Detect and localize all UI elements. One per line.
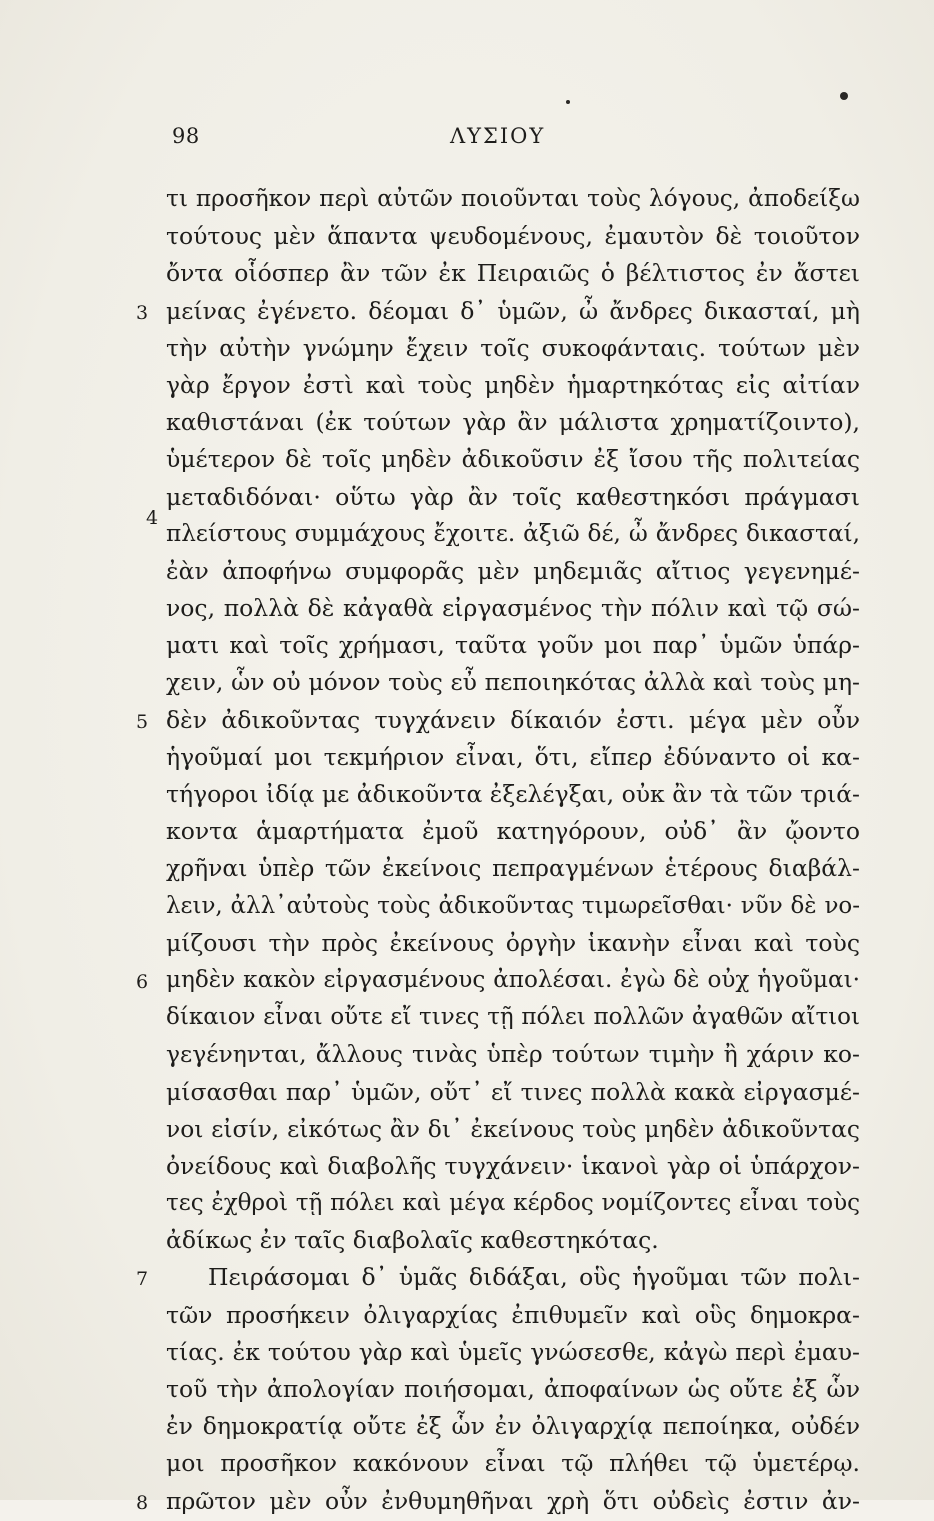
text-line <box>0 368 934 405</box>
text-line <box>0 506 934 554</box>
text-line <box>0 1037 934 1074</box>
text-line <box>0 814 934 851</box>
line-text: ἀδίκως ἐν ταῖς διαβολαῖς καθεστηκότας. <box>166 1226 659 1255</box>
text-line <box>0 591 934 628</box>
line-text: λειν, ἀλλ᾽αὐτοὺς τοὺς ἀδικοῦντας τιμωρεῖσθαι· νῦν δὲ νο- <box>166 892 860 919</box>
text-line <box>0 554 934 591</box>
section-number: 6 <box>136 970 149 993</box>
section-number: 8 <box>136 1491 149 1514</box>
text-line <box>0 665 934 702</box>
line-text: τες ἐχθροὶ τῇ πόλει καὶ μέγα κέρδος νομίζοντες εἶναι τοὺς <box>166 1190 860 1217</box>
line-text: μεταδιδόναι· οὕτω γὰρ ἂν τοῖς καθεστηκόσι πράγμασι <box>166 482 860 511</box>
line-text: τοῦ τὴν ἀπολογίαν ποιήσομαι, ἀποφαίνων ὡς οὔτε ἐξ ὧν <box>166 1375 860 1403</box>
body-text <box>0 182 934 1521</box>
line-text: Πειράσομαι δ᾽ ὑμᾶς διδάξαι, οὓς ἡγοῦμαι τῶν πολι- <box>208 1263 860 1292</box>
line-text: χειν, ὧν οὐ μόνον τοὺς εὖ πεποιηκότας ἀλλὰ καὶ τοὺς μη- <box>166 668 860 697</box>
text-line <box>0 1409 934 1446</box>
running-title: ΛΥΣΙΟΥ <box>450 124 546 148</box>
line-text: μίσασθαι παρ᾽ ὑμῶν, οὔτ᾽ εἴ τινες πολλὰ κακὰ εἰργασμέ- <box>166 1077 860 1106</box>
text-line <box>0 1298 934 1335</box>
line-text: τήγοροι ἰδίᾳ με ἀδικοῦντα ἐξελέγξαι, οὐκ ἂν τὰ τῶν τριά- <box>166 780 860 808</box>
page-number: 98 <box>172 124 200 148</box>
line-text: μοι προσῆκον κακόνουν εἶναι τῷ πλήθει τῷ ὑμετέρῳ. <box>166 1449 860 1478</box>
line-text: μείνας ἐγένετο. δέομαι δ᾽ ὑμῶν, ὦ ἄνδρες δικασταί, μὴ <box>166 296 860 325</box>
text-line <box>0 963 934 1000</box>
text-line <box>0 628 934 665</box>
text-line <box>0 256 934 293</box>
text-line <box>0 1335 934 1372</box>
line-text: πρῶτον μὲν οὖν ἐνθυμηθῆναι χρὴ ὅτι οὐδεὶς ἐστιν ἀν- <box>166 1486 860 1515</box>
text-line <box>0 926 934 963</box>
line-text: πλείστους συμμάχους ἔχοιτε. ἀξιῶ δέ, ὦ ἄνδρες δικασταί, <box>166 519 860 547</box>
ink-speck <box>840 92 848 100</box>
line-text: ὄντα οἷόσπερ ἂν τῶν ἐκ Πειραιῶς ὁ βέλτιστος ἐν ἄστει <box>166 259 860 288</box>
text-line <box>0 1186 934 1223</box>
text-line <box>0 851 934 888</box>
line-text: τούτους μὲν ἅπαντα ψευδομένους, ἐμαυτὸν δὲ τοιοῦτον <box>166 222 860 251</box>
text-line <box>0 182 934 219</box>
text-line <box>0 777 934 814</box>
section-number: 5 <box>136 710 149 733</box>
text-line <box>0 1149 934 1186</box>
text-line <box>0 1260 934 1297</box>
line-text: ἐὰν ἀποφήνω συμφορᾶς μὲν μηδεμιᾶς αἴτιος γεγενημέ- <box>166 556 860 585</box>
text-line <box>0 442 934 479</box>
line-text: δὲν ἀδικοῦντας τυγχάνειν δίκαιόν ἐστι. μέγα μὲν οὖν <box>166 705 860 734</box>
line-text: καθιστάναι (ἐκ τούτων γὰρ ἂν μάλιστα χρηματίζοιντο), <box>166 408 860 437</box>
page-header <box>0 124 934 154</box>
line-text: νοι εἰσίν, εἰκότως ἂν δι᾽ ἐκείνους τοὺς μηδὲν ἀδικοῦντας <box>166 1114 860 1143</box>
line-text: γεγένηνται, ἄλλους τινὰς ὑπὲρ τούτων τιμὴν ἢ χάριν κο- <box>166 1040 860 1069</box>
text-line <box>0 1372 934 1409</box>
line-text: χρῆναι ὑπὲρ τῶν ἐκείνοις πεπραγμένων ἑτέρους διαβάλ- <box>166 854 860 883</box>
line-text: νος, πολλὰ δὲ κἀγαθὰ εἰργασμένος τὴν πόλιν καὶ τῷ σώ- <box>166 594 860 623</box>
text-line <box>0 740 934 777</box>
text-line <box>0 1112 934 1149</box>
text-line <box>0 405 934 442</box>
line-text: τίας. ἐκ τούτου γὰρ καὶ ὑμεῖς γνώσεσθε, κἀγὼ περὶ ἐμαυ- <box>166 1337 860 1366</box>
text-line <box>0 331 934 368</box>
section-number: 3 <box>136 301 149 324</box>
line-text: ἡγοῦμαί μοι τεκμήριον εἶναι, ὅτι, εἴπερ ἐδύναντο οἱ κα- <box>166 742 860 771</box>
line-text: τὴν αὐτὴν γνώμην ἔχειν τοῖς συκοφάνταις. τούτων μὲν <box>166 333 860 362</box>
line-text: ματι καὶ τοῖς χρήμασι, ταῦτα γοῦν μοι παρ᾽ ὑμῶν ὑπάρ- <box>166 631 860 660</box>
text-line <box>0 1484 934 1521</box>
section-number: 7 <box>136 1268 149 1291</box>
section-number: 4 <box>146 506 159 529</box>
text-line <box>0 1075 934 1112</box>
line-text: δίκαιον εἶναι οὔτε εἴ τινες τῇ πόλει πολλῶν ἀγαθῶν αἴτιοι <box>166 1004 860 1031</box>
line-text: ὀνείδους καὶ διαβολῆς τυγχάνειν· ἱκανοὶ γὰρ οἱ ὑπάρχον- <box>166 1151 860 1180</box>
text-line <box>0 219 934 256</box>
line-text: ὑμέτερον δὲ τοῖς μηδὲν ἀδικοῦσιν ἐξ ἴσου τῆς πολιτείας <box>166 445 860 474</box>
text-line <box>0 1446 934 1483</box>
text-line <box>0 480 934 517</box>
text-line <box>0 703 934 740</box>
text-line <box>0 889 934 926</box>
line-text: γὰρ ἔργον ἐστὶ καὶ τοὺς μηδὲν ἡμαρτηκότας εἰς αἰτίαν <box>166 370 860 399</box>
text-line <box>0 1223 934 1260</box>
line-text: τῶν προσήκειν ὀλιγαρχίας ἐπιθυμεῖν καὶ οὓς δημοκρα- <box>166 1300 860 1329</box>
text-line <box>0 294 934 331</box>
line-text: κοντα ἁμαρτήματα ἐμοῦ κατηγόρουν, οὐδ᾽ ἂν ᾤοντο <box>166 817 860 846</box>
line-text: τι προσῆκον περὶ αὐτῶν ποιοῦνται τοὺς λόγους, ἀποδείξω <box>166 185 860 212</box>
line-text: μίζουσι τὴν πρὸς ἐκείνους ὀργὴν ἱκανὴν εἶναι καὶ τοὺς <box>166 928 860 957</box>
line-text: ἐν δημοκρατίᾳ οὔτε ἐξ ὧν ἐν ὀλιγαρχίᾳ πεποίηκα, οὐδέν <box>166 1412 860 1441</box>
line-text: μηδὲν κακὸν εἰργασμένους ἀπολέσαι. ἐγὼ δὲ οὐχ ἡγοῦμαι· <box>166 966 860 993</box>
ink-speck <box>566 100 570 104</box>
text-line <box>0 1000 934 1037</box>
